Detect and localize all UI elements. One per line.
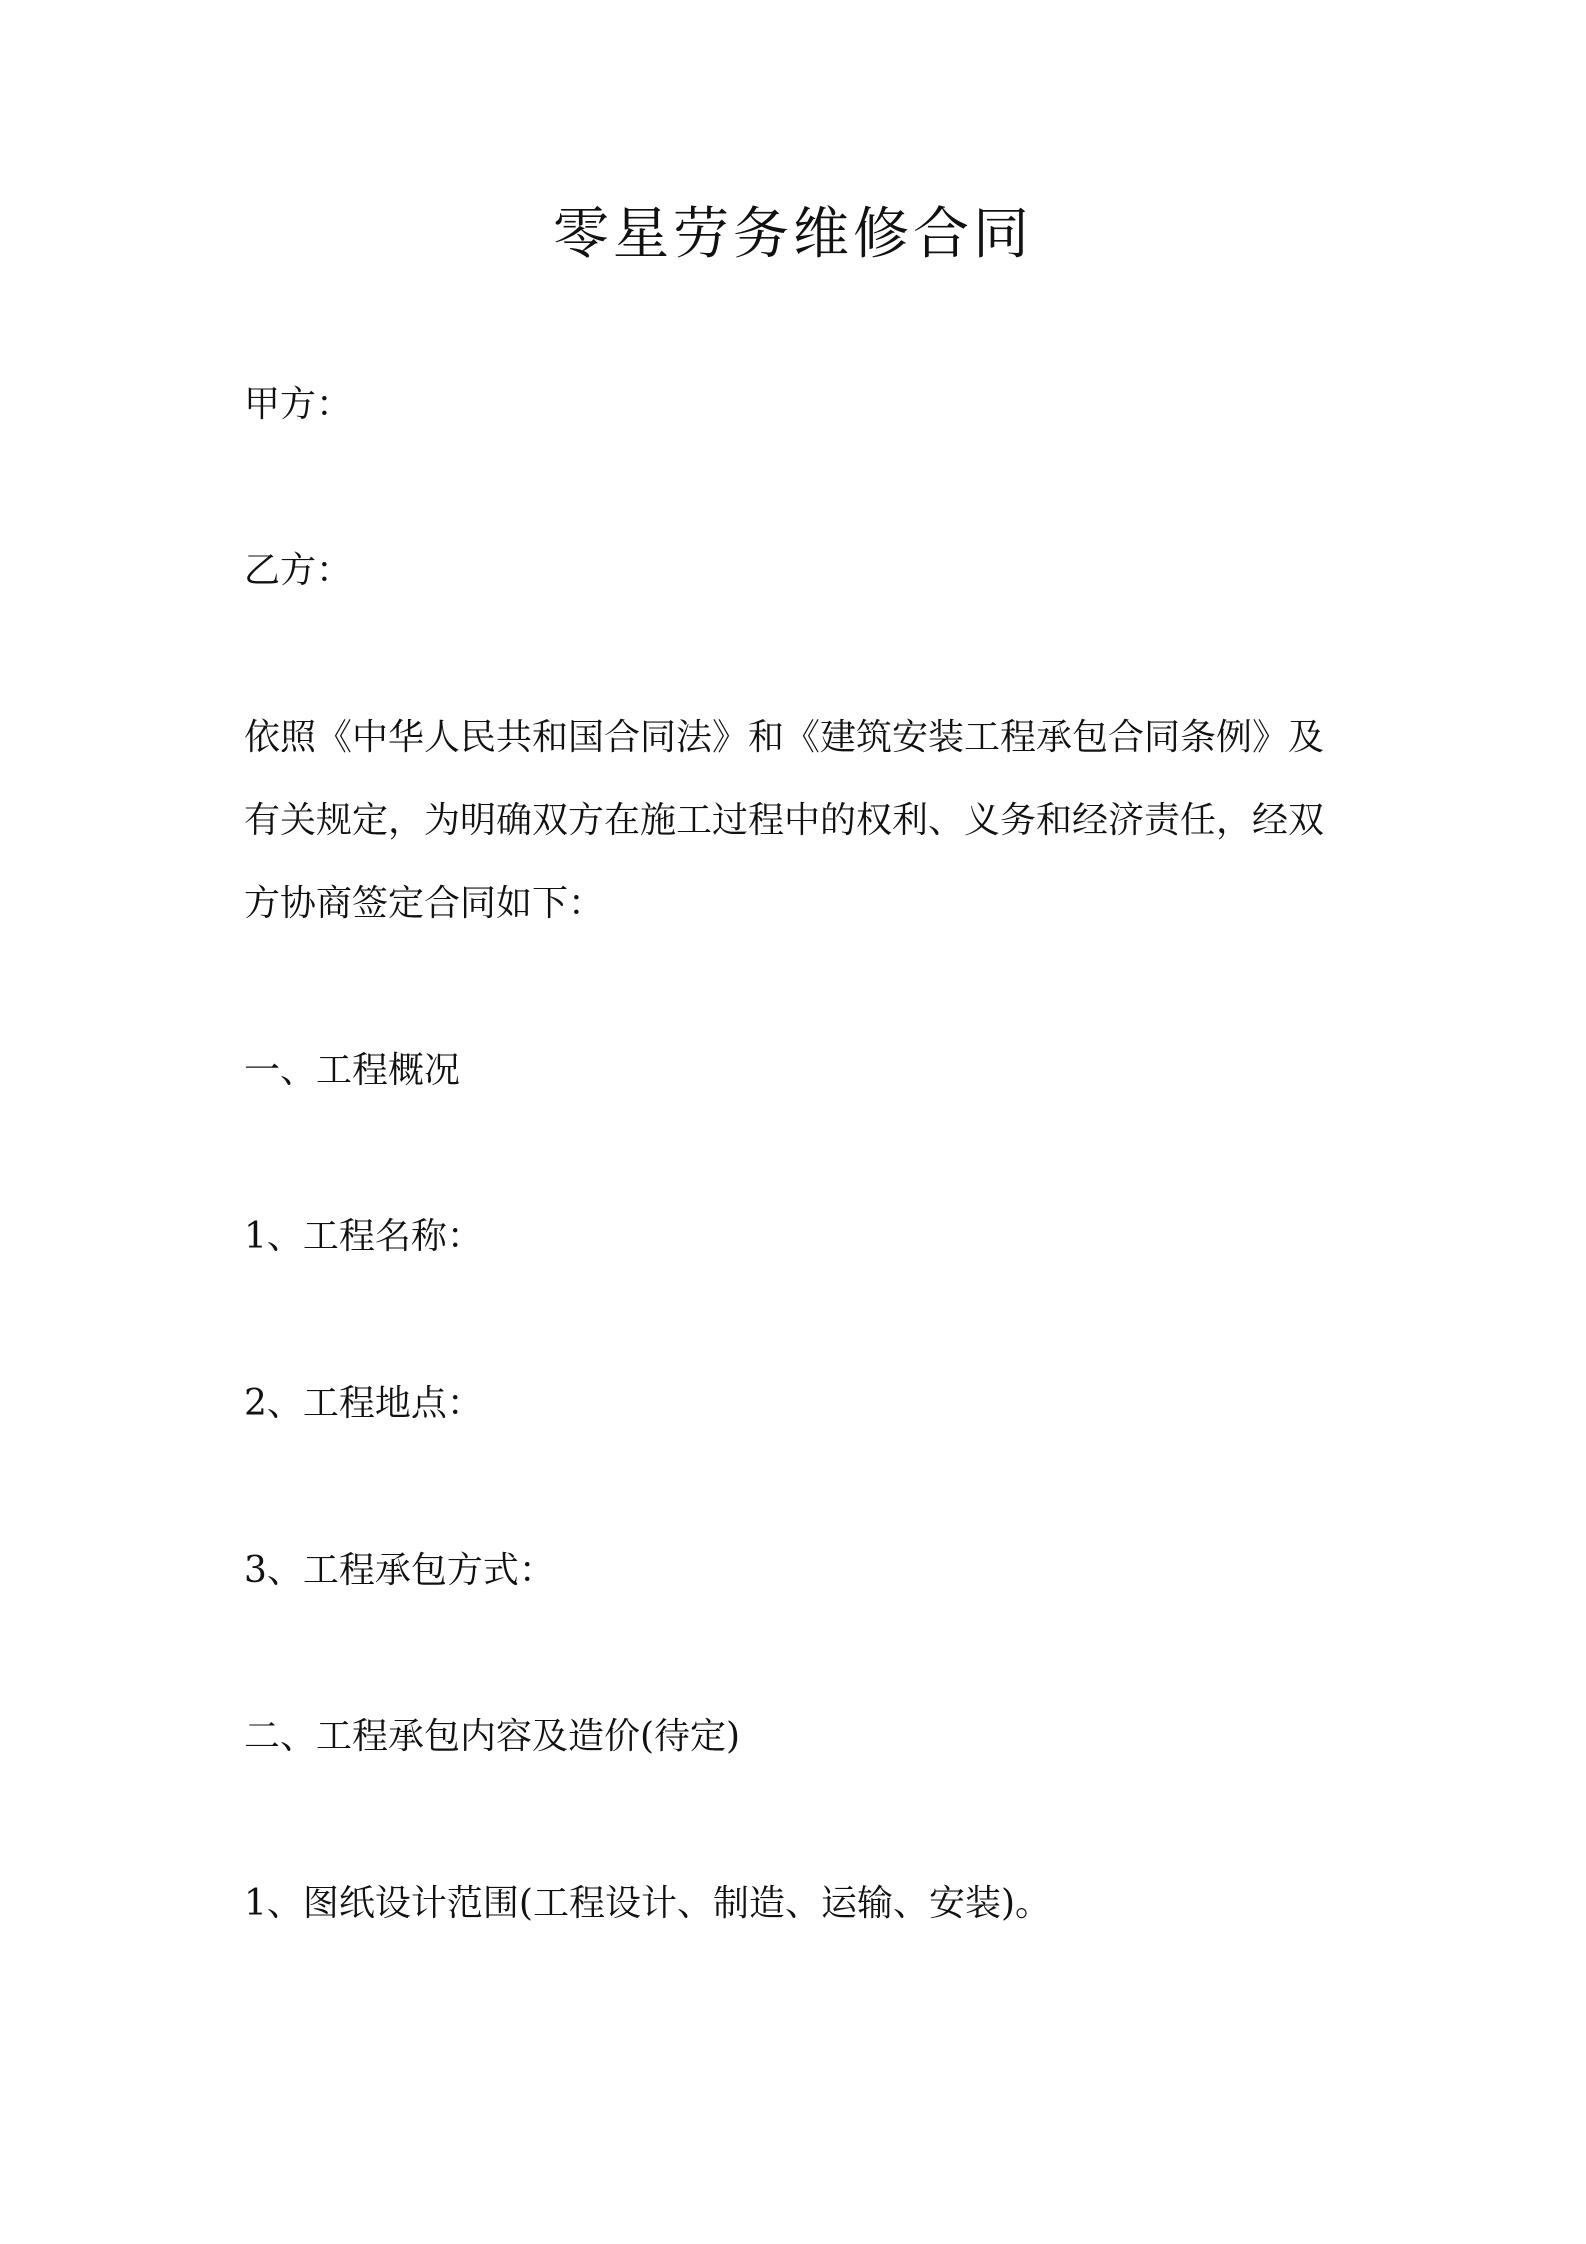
section-2-heading: 二、工程承包内容及造价(待定) (244, 1716, 741, 1757)
section-1-item-3: 3、工程承包方式： (244, 1550, 555, 1591)
preamble-line-2: 有关规定，为明确双方在施工过程中的权利、义务和经济责任，经双 (244, 800, 1325, 841)
party-b-label: 乙方： (244, 550, 353, 591)
preamble-line-3: 方协商签定合同如下： (244, 883, 605, 924)
party-a-label: 甲方： (244, 384, 353, 425)
preamble-line-1: 依照《中华人民共和国合同法》和《建筑安装工程承包合同条例》及 (244, 717, 1325, 758)
section-1-heading: 一、工程概况 (244, 1050, 461, 1091)
section-1-item-2: 2、工程地点： (244, 1383, 483, 1424)
section-2-item-1: 1、图纸设计范围(工程设计、制造、运输、安装)。 (244, 1883, 1051, 1924)
section-1-item-1: 1、工程名称： (244, 1216, 483, 1257)
document-title: 零星劳务维修合同 (553, 202, 1033, 267)
